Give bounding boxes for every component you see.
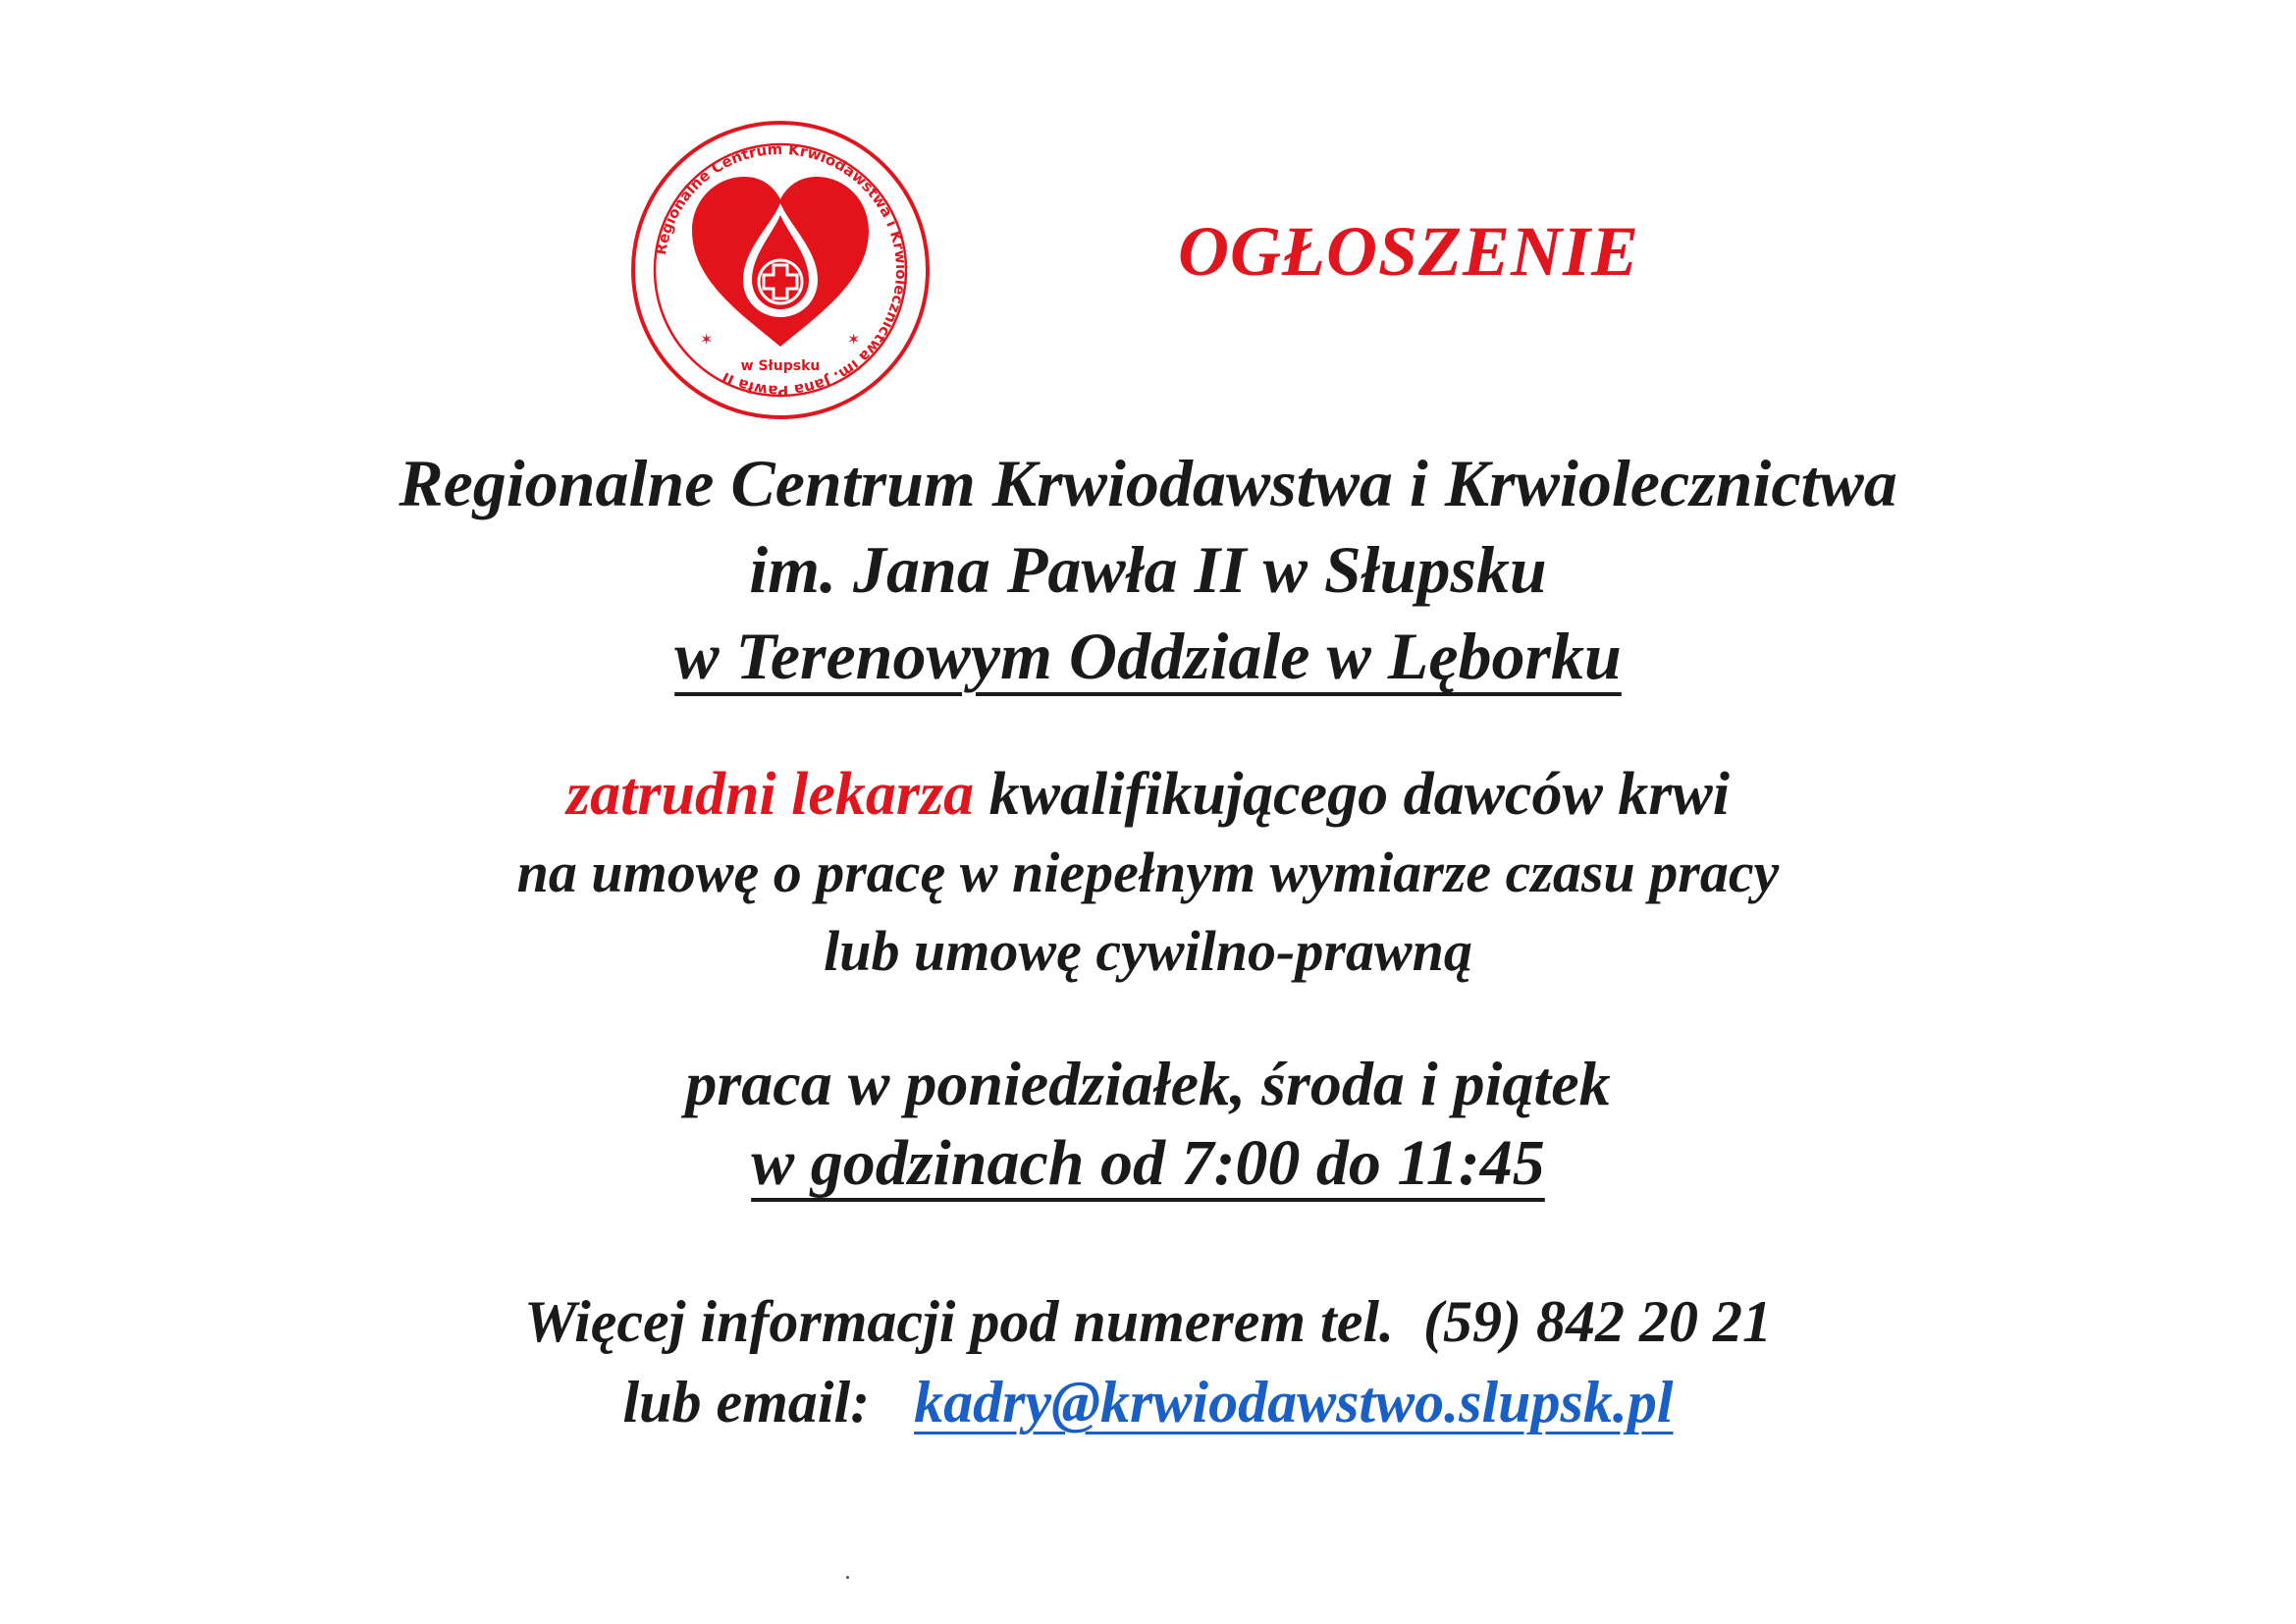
heart-blood-drop-cross-icon	[692, 177, 869, 347]
logo-star-left-icon: ✶	[700, 330, 714, 349]
contact-email-link[interactable]: kadry@krwiodawstwo.slupsk.pl	[914, 1370, 1674, 1435]
scan-speck	[846, 1576, 849, 1579]
job-offer-line2: na umowę o pracę w niepełnym wymiarze czasu pracy	[516, 840, 1780, 904]
institution-name-line2: im. Jana Pawła II w Słupsku	[749, 532, 1547, 607]
job-offer-line1	[0, 761, 2296, 828]
job-line1-rest: kwalifikującego dawców krwi	[988, 761, 1731, 828]
logo-ring-text: Regionalne Centrum Krwiodawstwa i Krwiolecznictwa im. Jana Pawła II	[652, 139, 911, 401]
logo-star-right-icon: ✶	[847, 330, 861, 349]
schedule-hours: w godzinach od 7:00 do 11:45	[751, 1127, 1545, 1199]
logo-bottom-text: w Słupsku	[740, 358, 821, 374]
job-highlight: zatrudni lekarza	[565, 761, 975, 828]
rckik-logo	[623, 113, 937, 427]
job-offer-line3: lub umowę cywilno-prawną	[824, 919, 1472, 983]
contact-phone: Więcej informacji pod numerem tel. (59) 842 20 21	[524, 1289, 1772, 1354]
schedule-days: praca w poniedziałek, środa i piątek	[685, 1049, 1611, 1118]
contact-email-line	[0, 1370, 2296, 1435]
schedule-hours-line	[0, 1127, 2296, 1199]
institution-branch-line	[0, 619, 2296, 693]
contact-email-label: lub email:	[622, 1370, 871, 1435]
announcement-heading: OGŁOSZENIE	[1178, 212, 1640, 291]
institution-branch-text: w Terenowym Oddziale w Lęborku	[674, 619, 1622, 693]
institution-name-line1: Regionalne Centrum Krwiodawstwa i Krwiolecznictwa	[399, 446, 1897, 520]
